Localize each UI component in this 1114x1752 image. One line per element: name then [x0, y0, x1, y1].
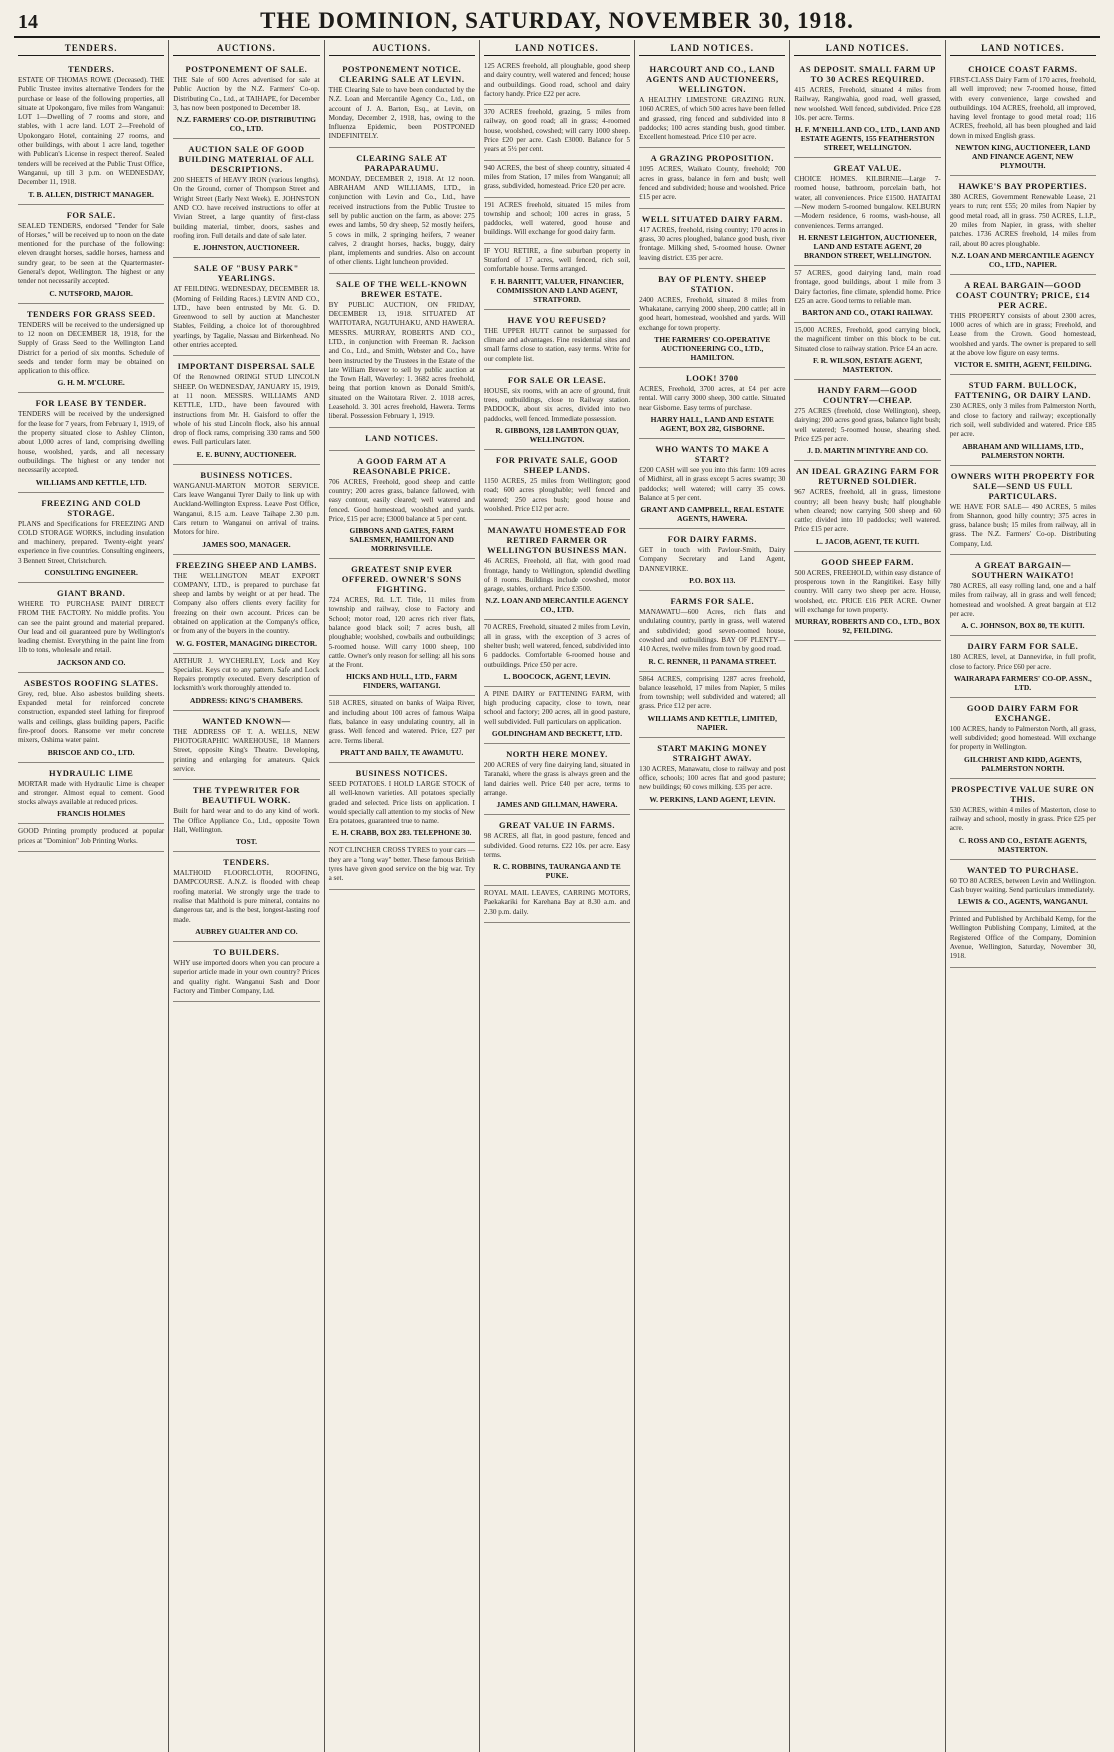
classified-ad — [329, 148, 475, 274]
ad-body: THE UPPER HUTT cannot be surpassed for climate and advantages. Fine residential sites and small farms close to station, easy terms. Write for our complete list. — [483, 326, 631, 363]
ad-body: 500 ACRES, FREEHOLD, within easy distance of prosperous town in the Rangitikei. Easy hilly country. Will carry two sheep per acre. House, woolshed, etc. PRICE £16 PER ACRE. Owner will exchange for town property. — [794, 568, 941, 614]
classified-ad — [950, 555, 1096, 636]
ad-heading: LOOK! 3700 — [686, 373, 739, 384]
classified-ad — [329, 59, 475, 148]
newspaper-column — [169, 40, 324, 1752]
ad-body: GET in touch with Pavlour-Smith, Dairy Company Secretary and Land Agent, DANNEVIRKE. — [639, 546, 786, 573]
ad-heading: WANTED KNOWN— — [202, 715, 291, 726]
classified-ad — [484, 310, 630, 370]
classified-ad — [794, 323, 940, 380]
ad-signature: P.O. BOX 113. — [689, 576, 736, 586]
classified-ad — [639, 148, 785, 208]
ad-body: TENDERS will be received by the undersigned for the lease for 7 years, from February 1, 1919, of the property situated close to Ashley Clinton, about 1,000 acres of land, comprising dwelling house, woolshed, yards, and all necessary outbuildings. The highest or any tender not necessarily accepted. — [18, 410, 165, 475]
ad-body: A PINE DAIRY or FATTENING FARM, with high producing capacity, close to town, near school and factory; 200 acres, all in good pasture, well subdivided. Full particulars on application. — [483, 689, 631, 726]
classified-ad — [484, 244, 630, 310]
classified-ad — [329, 559, 475, 696]
ad-body: 130 ACRES, Manawatu, close to railway and post office, schools; 100 acres flat and good pasture; new buildings; 60 cows milking. £35 per acre. — [639, 764, 786, 792]
ad-signature: BARTON AND CO., OTAKI RAILWAY. — [802, 308, 933, 318]
ad-body: ACRES, Freehold, 3700 acres, at £4 per acre rental. Will carry 3000 sheep, 300 cattle. Situated near Gisborne. Easy terms of purchase. — [639, 385, 786, 412]
newspaper-column — [946, 40, 1100, 1752]
ad-body: 200 SHEETS of HEAVY IRON (various lengths). On the Ground, corner of Thompson Street and Wright Street (Early Next Week). E. JOHNSTON AND CO. have received instructions to offer at Vivian Street, a large quantity of first-class building material, timber, doors, sashes and roofing iron. Full details and date of sale later. — [173, 176, 320, 240]
classified-ad — [794, 380, 940, 461]
ad-heading: POSTPONEMENT NOTICE. CLEARING SALE AT LEVIN. — [338, 64, 465, 84]
ad-heading: SALE OF THE WELL-KNOWN BREWER ESTATE. — [336, 278, 468, 299]
ad-signature: R. C. RENNER, 11 PANAMA STREET. — [648, 656, 777, 666]
ad-signature: NEWTON KING, AUCTIONEER, LAND AND FINANCE AGENT, NEW PLYMOUTH. — [955, 143, 1091, 171]
ad-heading: TENDERS. — [223, 857, 270, 868]
ad-body: 57 ACRES, good dairying land, main road frontage, good buildings, about 1 mile from 3 Dairy factories, fine climate, splendid home. Price £25 an acre. Good terms to reliable man. — [794, 268, 941, 305]
ad-body: ROYAL MAIL LEAVES, CARRING MOTORS, Paekakariki for Karehana Bay at 8.30 a.m. and 2.30 p.m. daily. — [483, 889, 631, 916]
ad-heading: PROSPECTIVE VALUE SURE ON THIS. — [951, 783, 1095, 804]
ad-body: 370 ACRES freehold, grazing, 5 miles from railway, on good road; all in grass; 4-roomed house, woolshed, cowshed; will carry 1000 sheep. Price £20 per acre. Cash £3000. Balance for 5 years at 5½ per cent. — [483, 108, 631, 154]
ad-heading: START MAKING MONEY STRAIGHT AWAY. — [657, 742, 768, 763]
ad-body: 518 ACRES, situated on banks of Waipa River, and including about 100 acres of famous Waipa flats, balance in easy undulating country, all in grass. Well fenced and watered. Price, £27 per acre. Terms liberal. — [328, 699, 475, 745]
ad-signature: C. NUTSFORD, MAJOR. — [49, 288, 133, 298]
ad-signature: GIBBONS AND GATES, FARM SALESMEN, HAMILTON AND MORRINSVILLE. — [349, 526, 454, 554]
ad-body: 417 ACRES, freehold, rising country; 170 acres in grass, 30 acres ploughed, balance good bush, river frontage. Milking shed, 5-roomed house. Owner leaving district. £35 per acre. — [639, 225, 786, 262]
ad-heading: GREATEST SNIP EVER OFFERED. OWNER'S SONS FIGHTING. — [341, 564, 462, 595]
classified-ad — [639, 439, 785, 529]
classified-ad — [484, 886, 630, 923]
ad-body: WANGANUI-MARTON MOTOR SERVICE. Cars leave Wanganui Tyrer Daily to link up with Auckland-Wellington Express. Leave Post Office, Wanganui, 8.15 a.m. Leave Taihape 2.30 p.m. Cars return to Wanganui on arrival of trains. Motors for hire. — [173, 481, 320, 537]
classified-ad — [18, 205, 164, 304]
column-heading: AUCTIONS. — [329, 42, 475, 56]
ad-body: SEALED TENDERS, endorsed "Tender for Sale of Horses," will be received up to noon on the date mentioned for the purchase of the following: eleven draught horses, saddle horses, harness and sundry gear, to be seen at the Quartermaster-General's depot, Wellington. The highest or any tender not necessarily accepted. — [18, 221, 165, 286]
classified-ad — [484, 450, 630, 520]
ad-signature: AUBREY GUALTER AND CO. — [195, 926, 298, 936]
ad-body: 706 ACRES, Freehold, good sheep and cattle country; 200 acres grass, balance fallowed, with easy contour, easily cleared; well watered and fenced. Good homestead, woolshed and yards. Price, £15 per acre; £3000 balance at 5 per cent. — [328, 477, 475, 523]
ad-signature: E. JOHNSTON, AUCTIONEER. — [193, 243, 300, 253]
ad-signature: GRANT AND CAMPBELL, REAL ESTATE AGENTS, HAWERA. — [640, 505, 785, 524]
ad-heading: HAWKE'S BAY PROPERTIES. — [958, 181, 1088, 192]
classified-ad — [18, 673, 164, 763]
ad-heading: POSTPONEMENT OF SALE. — [185, 64, 308, 74]
ad-signature: PRATT AND BAILY, TE AWAMUTU. — [340, 747, 464, 757]
ad-body: NOT CLINCHER CROSS TYRES to your cars — they are a "long way" better. These famous British tyres have given good service on the big war. Try a set. — [328, 846, 475, 883]
ad-heading: GIANT BRAND. — [57, 587, 126, 598]
ad-body: THIS PROPERTY consists of about 2300 acres, 1000 acres of which are in grass; Freehold, and Lease from the Crown. Good homestead, woolshed and yards. The owner is prepared to sell at the above low figure on easy terms. — [949, 311, 1096, 358]
ad-heading: FOR DAIRY FARMS. — [667, 534, 757, 545]
classified-ad — [329, 451, 475, 559]
ad-heading: ASBESTOS ROOFING SLATES. — [23, 677, 159, 688]
ad-heading: HARCOURT AND CO., LAND AGENTS AND AUCTIONEERS, WELLINGTON. — [645, 64, 779, 94]
classified-ad — [639, 672, 785, 738]
classified-ad — [329, 843, 475, 889]
ad-body: 1150 ACRES, 25 miles from Wellington; good road; 600 acres ploughable; well fenced and watered; 250 acres bush; good house and woolshed. Price £12 per acre. — [483, 477, 631, 513]
classified-ad — [18, 59, 164, 205]
classified-ad — [173, 59, 319, 139]
classified-ad — [329, 428, 475, 451]
ad-signature: JAMES SOO, MANAGER. — [202, 539, 291, 549]
classified-ad — [950, 912, 1096, 967]
ad-signature: F. H. BARNITT, VALUER, FINANCIER, COMMISSION AND LAND AGENT, STRATFORD. — [490, 276, 624, 304]
ad-body: THE Clearing Sale to have been conducted by the N.Z. Loan and Mercantile Agency Co., Ltd., on account of J. A. Barton, Esq., at Levin, on Monday, December 2, 1918, has, owing to the Influenza Epidemic, been POSTPONED INDEFINITELY. — [328, 86, 475, 141]
ad-body: A HEALTHY LIMESTONE GRAZING RUN. 1060 ACRES, of which 500 acres have been felled and grassed, ring fenced and subdivided into 8 paddocks; 100 acres standing bush, good timber. Excellent homestead. Price £10 per acre. — [639, 96, 786, 142]
ad-signature: W. G. FOSTER, MANAGING DIRECTOR. — [175, 638, 318, 648]
classified-ad — [18, 583, 164, 673]
newspaper-column — [790, 40, 945, 1752]
classified-ad — [639, 209, 785, 269]
ad-heading: NORTH HERE MONEY. — [506, 749, 608, 760]
ad-signature: LEWIS & CO., AGENTS, WANGANUI. — [957, 897, 1088, 907]
ad-body: TENDERS will be received to the undersigned up to 12 noon on DECEMBER 18, 1918, for the Supply of Grass Seed to the Wellington Land District for a period of six months. Schedule of seeds and tender form may be obtained on application to this office. — [18, 320, 165, 376]
ad-body: MORTAR made with Hydraulic Lime is cheaper and stronger. Almost equal to cement. Good stocks always available at reduced prices. — [18, 779, 165, 807]
ad-body: 780 ACRES, all easy rolling land, one and a half miles from railway, all in grass and well fenced; homestead and woolshed. A great bargain at £12 per acre. — [949, 582, 1096, 618]
ad-heading: WELL SITUATED DAIRY FARM. — [641, 213, 783, 224]
ad-heading: GOOD SHEEP FARM. — [821, 556, 914, 567]
ad-heading: TENDERS FOR GRASS SEED. — [26, 308, 156, 319]
ad-body: MALTHOID FLOORCLOTH, ROOFING, DAMPCOURSE. A.N.Z. is flooded with cheap roofing material. We strongly urge the trade to realise that Malthoid is pure mineral, contains no dangerous tar, and is the best, longest-lasting roof made. — [173, 869, 320, 924]
ad-heading: CHOICE COAST FARMS. — [968, 64, 1078, 74]
ad-signature: JAMES AND GILLMAN, HAWERA. — [496, 800, 618, 810]
ad-body: MONDAY, DECEMBER 2, 1918. At 12 noon. ABRAHAM AND WILLIAMS, LTD., in conjunction with Levin and Co., Ltd., have received instructions from the Public Trustee to sell by public auction on the farm, as above: 275 ewes and lambs, 50 dry sheep, 52 mostly heifers, 5 cows in milk, 2 springing heifers, 7 weaner calves, 2 draught horses, hacks, buggy, dairy plant, implements and sundries. Also on account of other clients. Light luncheon provided. — [328, 174, 475, 267]
ad-heading: SALE OF "BUSY PARK" YEARLINGS. — [194, 263, 299, 284]
classified-ad — [484, 687, 630, 744]
classified-ad — [950, 636, 1096, 698]
ad-body: ARTHUR J. WYCHERLEY, Lock and Key Specialist. Keys cut to any pattern. Safe and Lock Repairs promptly executed. Every description of locksmith's work thoroughly attended to. — [173, 656, 320, 693]
ad-signature: GILCHRIST AND KIDD, AGENTS, PALMERSTON NORTH. — [964, 754, 1082, 773]
classified-ad — [794, 158, 940, 266]
ad-signature: J. D. MARTIN M'INTYRE AND CO. — [807, 446, 928, 456]
ad-body: PLANS and Specifications for FREEZING AND COLD STORAGE WORKS, including insulation and machinery, prepared. Twenty-eight years' experience in five countries. Consulting engineers, 3 Bennett Street, Christchurch. — [18, 519, 165, 565]
ad-signature: C. ROSS AND CO., ESTATE AGENTS, MASTERTON. — [958, 835, 1087, 854]
ad-signature: N.Z. FARMERS' CO-OP. DISTRIBUTING CO., LTD. — [176, 115, 317, 134]
ad-body: THE ADDRESS OF T. A. WELLS, NEW PHOTOGRAPHIC WAREHOUSE, 18 Manners Street, opposite King's Theatre. Developing, printing and enlarging for amateurs. Quick service. — [173, 727, 320, 773]
ad-signature: TOST. — [235, 837, 258, 847]
ad-body: SEED POTATOES. I HOLD LARGE STOCK of all well-known varieties. All potatoes specially graded and selected. Price lists on application. I would specially call attention to my stocks of New Era potatoes, guaranteed true to name. — [328, 779, 475, 826]
ad-heading: BAY OF PLENTY. SHEEP STATION. — [658, 273, 767, 294]
ad-signature: H. ERNEST LEIGHTON, AUCTIONEER, LAND AND ESTATE AGENT, 20 BRANDON STREET, WELLINGTON. — [798, 232, 937, 260]
classified-ad — [950, 59, 1096, 176]
ad-body: Printed and Published by Archibald Kemp, for the Wellington Publishing Company, Limited, at the Registered Office of the Company, Dominion Avenue, Wellington, Saturday, November 30, 1918. — [949, 915, 1096, 961]
ad-body: 380 ACRES, Government Renewable Lease, 21 years to run; rent £55; 20 miles from Napier by good metal road, all in grass. 750 ACRES, L.I.P., 20 miles from Napier, in grass, with shelter patches. 1736 ACRES freehold, 14 miles from rail, about 80 acres ploughable. — [949, 193, 1096, 248]
classified-ad — [18, 763, 164, 825]
classified-ad — [18, 493, 164, 583]
masthead — [14, 8, 1100, 38]
ad-signature: VICTOR E. SMITH, AGENT, FEILDING. — [953, 360, 1092, 370]
classified-ad — [484, 198, 630, 244]
ad-body: £200 CASH will see you into this farm: 109 acres of Midhirst, all in grass except 5 acres swamp; 30 paddocks; well watered; will carry 35 cows. Balance at 5 per cent. — [639, 465, 786, 502]
ad-signature: R. C. ROBBINS, TAURANGA AND TE PUKE. — [493, 862, 621, 881]
ad-body: 125 ACRES freehold, all ploughable, good sheep and dairy country, well watered and fenced; house and outbuildings. Good road, school and dairy factory handy. Price £22 per acre. — [483, 62, 631, 98]
ad-body: 275 ACRES (freehold, close Wellington), sheep, dairying; 200 acres good grass, balance light bush; well watered; 5-roomed house, shearing shed. Price £25 per acre. — [794, 407, 941, 443]
ad-heading: A REAL BARGAIN—GOOD COAST COUNTRY; PRICE, £14 PER ACRE. — [955, 279, 1090, 310]
ad-signature: N.Z. LOAN AND MERCANTILE AGENCY CO., LTD. — [485, 596, 629, 615]
newspaper-column — [325, 40, 480, 1752]
ad-signature: BRISCOE AND CO., LTD. — [47, 747, 135, 757]
ad-signature: A. C. JOHNSON, BOX 80, TE KUITI. — [961, 621, 1085, 631]
ad-heading: LAND NOTICES. — [365, 432, 439, 443]
ad-body: 2400 ACRES, Freehold, situated 8 miles from Whakatane, carrying 2000 sheep, 200 cattle; all in good heart, homestead, woolshed and yards. Will exchange for town property. — [639, 295, 786, 332]
column-heading: LAND NOTICES. — [794, 42, 940, 56]
ad-signature: T. B. ALLEN, DISTRICT MANAGER. — [28, 189, 154, 199]
ad-signature: GOLDINGHAM AND BECKETT, LTD. — [491, 729, 623, 739]
newspaper-title: THE DOMINION, SATURDAY, NOVEMBER 30, 1918. — [260, 8, 854, 33]
ad-body: 70 ACRES, Freehold, situated 2 miles from Levin, all in grass, with the exception of 3 acres of shelter bush; well watered, fenced, subdivided into 6 paddocks. Comfortable 6-roomed house and outbuildings. Price £50 per acre. — [483, 623, 631, 669]
ad-signature: WILLIAMS AND KETTLE, LIMITED, NAPIER. — [647, 713, 777, 732]
classified-ad — [484, 370, 630, 450]
ad-body: THE WELLINGTON MEAT EXPORT COMPANY, LTD., is prepared to purchase fat sheep and lambs by weight or at per head. The Company also offers clients every facility for freezing on their own account. Prices can be obtained on application at the Company's office, or from any of the buyers in the country. — [173, 571, 320, 636]
ad-signature: JACKSON AND CO. — [56, 657, 126, 667]
ad-body: 724 ACRES, Rd. L.T. Title, 11 miles from township and railway, close to Factory and School; motor road, 120 acres rich river flats, balance good black soil; 7 acres bush, all ploughable; woolshed, cowbails and outbuildings; 5-roomed house. Will carry 1000 sheep, 100 cattle. Owner's only reason for selling: all his sons at the Front. — [328, 596, 475, 670]
ad-body: IF YOU RETIRE, a fine suburban property in Stratford of 17 acres, well fenced, rich soil, comfortable house. Terms arranged. — [483, 246, 631, 274]
ad-body: 940 ACRES, the best of sheep country, situated 4 miles from Station, 17 miles from Wanganui; all grass, subdivided, homestead. Price £20 per acre. — [483, 163, 631, 191]
ad-heading: A GOOD FARM AT A REASONABLE PRICE. — [352, 455, 451, 476]
classified-ad — [950, 860, 1096, 913]
ad-body: 46 ACRES, Freehold, all flat, with good road frontage, handy to Wellington, splendid dwelling of 8 rooms. Buildings include cowshed, motor garage, stables, orchard. Price £3500. — [483, 557, 631, 594]
ad-body: HOUSE, six rooms, with an acre of ground, fruit trees, outbuildings, close to Railway station. PADDOCK, about six acres, divided into two paddocks, well fenced. Immediate possession. — [483, 386, 631, 423]
classified-ad — [329, 274, 475, 428]
classified-ad — [950, 779, 1096, 860]
ad-heading: FREEZING AND COLD STORAGE. — [41, 497, 141, 518]
ad-body: 100 ACRES, handy to Palmerston North, all grass, well subdivided; good homestead. Will exchange for property in Wellington. — [949, 724, 1096, 752]
classified-ad — [173, 465, 319, 555]
classified-ad — [173, 942, 319, 1002]
classified-ad — [639, 59, 785, 148]
ad-heading: OWNERS WITH PROPERTY FOR SALE—SEND US FULL PARTICULARS. — [950, 470, 1095, 501]
ad-signature: THE FARMERS' CO-OPERATIVE AUCTIONEERING CO., LTD., HAMILTON. — [654, 335, 771, 363]
ad-signature: L. JACOB, AGENT, TE KUITI. — [816, 536, 920, 546]
ad-signature: MURRAY, ROBERTS AND CO., LTD., BOX 92, FEILDING. — [794, 617, 941, 636]
ad-signature: E. E. BUNNY, AUCTIONEER. — [196, 449, 297, 459]
ad-heading: BUSINESS NOTICES. — [355, 767, 448, 778]
classified-ad — [794, 266, 940, 323]
ad-heading: FOR PRIVATE SALE, GOOD SHEEP LANDS. — [495, 455, 619, 476]
ad-heading: CLEARING SALE AT PARAPARAUMU. — [356, 152, 448, 173]
classified-ad — [484, 620, 630, 686]
ad-body: BY PUBLIC AUCTION, ON FRIDAY, DECEMBER 13, 1918. SITUATED AT WAITOTARA, NGUTUHAKU, AND HAWERA. MESSRS. MURRAY, ROBERTS AND CO., LTD., in conjunction with Freeman R. Jackson and Co., Ltd., and Smith, Webster and Co., have been instructed by the Trustees in the Estate of the late William Brewer to sell by public auction at the Town Hall, Waverley: 1. 3682 acres freehold, being that portion known as Donald Smith's, situated on the Waitotara River. 2. 1018 acres, Leasehold. 3. 301 acres freehold, Hawera. Terms liberal. Possession February 1, 1919. — [328, 300, 475, 421]
ad-heading: A GREAT BARGAIN—SOUTHERN WAIKATO! — [971, 560, 1074, 581]
ad-signature: N.Z. LOAN AND MERCANTILE AGENCY CO., LTD., NAPIER. — [951, 250, 1095, 269]
ad-heading: DAIRY FARM FOR SALE. — [967, 641, 1079, 652]
ad-signature: WAIRARAPA FARMERS' CO-OP. ASSN., LTD. — [953, 673, 1092, 692]
classified-ad — [484, 520, 630, 620]
ad-body: 60 TO 80 ACRES, between Levin and Wellington. Cash buyer waiting. Send particulars immediately. — [949, 876, 1096, 894]
ad-heading: WHO WANTS TO MAKE A START? — [655, 443, 770, 464]
ad-body: WE HAVE FOR SALE— 490 ACRES, 5 miles from Shannon, good hilly country; 375 acres in grass, balance bush; 15 miles from railway, all in grass. The N.Z. Farmers' Co-op. Distributing Company, Ltd. — [949, 502, 1096, 548]
ad-heading: HANDY FARM—GOOD COUNTRY—CHEAP. — [817, 385, 918, 406]
ad-body: Of the Renowned ORINGI STUD LINCOLN SHEEP. On WEDNESDAY, JANUARY 15, 1919, at 11 noon. MESSRS. WILLIAMS AND KETTLE, LTD., have been favoured with instructions from Mr. H. Gaisford to offer the whole of his stud Lincoln flock, also his annual drop of flock rams, comprising 330 rams and 500 ewes. Full particulars later. — [173, 373, 320, 447]
columns-container — [14, 40, 1100, 1752]
ad-signature: HICKS AND HULL, LTD., FARM FINDERS, WAITANGI. — [346, 672, 458, 691]
ad-body: ESTATE OF THOMAS ROWE (Deceased). THE Public Trustee invites alternative Tenders for the purchase or lease of the following properties, all situate at Upokongaro, five miles from Wanganui: LOT 1—Dwelling of 7 rooms and store, and stables, with 1 acre land. LOT 2—Freehold of Upokongaro Hotel, containing 27 rooms, and other buildings, with about 1 acre land, together with Publican's License in respect thereof. Sealed tenders will be received at the Public Trust Office, Wanganui, up till 3 p.m. on WEDNESDAY, December 11, 1918. — [18, 76, 165, 187]
classified-ad — [18, 393, 164, 492]
classified-ad — [794, 59, 940, 158]
ad-heading: GOOD DAIRY FARM FOR EXCHANGE. — [966, 702, 1079, 723]
classified-ad — [950, 176, 1096, 275]
ad-heading: TENDERS. — [68, 64, 115, 74]
classified-ad — [950, 375, 1096, 465]
ad-heading: IMPORTANT DISPERSAL SALE — [177, 361, 316, 372]
ad-heading: AS DEPOSIT. SMALL FARM UP TO 30 ACRES REQUIRED. — [799, 64, 936, 84]
ad-body: 530 ACRES, within 4 miles of Masterton, close to railway and school, mostly in grass. Price £25 per acre. — [949, 805, 1096, 833]
ad-body: 200 ACRES of very fine dairying land, situated in Taranaki, where the grass is always green and the land dairies well. Price £40 per acre, terms to arrange. — [483, 761, 631, 797]
ad-signature: R. GIBBONS, 128 LAMBTON QUAY, WELLINGTON. — [495, 426, 619, 445]
ad-heading: WANTED TO PURCHASE. — [966, 864, 1079, 875]
newspaper-column — [14, 40, 169, 1752]
ad-signature: FRANCIS HOLMES — [57, 809, 126, 819]
ad-body: Grey, red, blue. Also asbestos building sheets. Expanded metal for reinforced concrete construction, expanded steel lathing for fireproof walls and ceilings, glass building papers, Pacific fire-proof doors. Ransome ver mehr concrete mixers, Oshima water paint. — [18, 689, 165, 745]
classified-ad — [950, 466, 1096, 555]
ad-heading: AN IDEAL GRAZING FARM FOR RETURNED SOLDIER. — [795, 466, 940, 487]
ad-body: AT FEILDING. WEDNESDAY, DECEMBER 18. (Morning of Feilding Races.) LEVIN AND CO., LTD., have been entrusted by Mr. G. D. Greenwood to sell by auction at Manchester Stables, Feilding, a choice lot of thoroughbred yearlings, by Tagalie, Nassau and Birkenhead. No other entries accepted. — [173, 285, 320, 350]
classified-ad — [173, 780, 319, 852]
classified-ad — [18, 824, 164, 852]
ad-signature: CONSULTING ENGINEER. — [44, 567, 138, 577]
ad-signature: H. F. M'NEILL AND CO., LTD., LAND AND ESTATE AGENTS, 155 FEATHERSTON STREET, WELLINGTON. — [794, 125, 941, 153]
column-heading: LAND NOTICES. — [639, 42, 785, 56]
ad-heading: A GRAZING PROPOSITION. — [650, 153, 774, 164]
column-heading: AUCTIONS. — [173, 42, 319, 56]
ad-heading: FOR SALE OR LEASE. — [507, 374, 607, 385]
classified-ad — [639, 529, 785, 591]
classified-ad — [639, 269, 785, 368]
ad-heading: MANAWATU HOMESTEAD FOR RETIRED FARMER OR WELLINGTON BUSINESS MAN. — [487, 525, 627, 556]
ad-body: WHERE TO PURCHASE PAINT DIRECT FROM THE FACTORY. No middle profits. You can see the paint ground and material prepared. Our lead and oil guaranteed pure by Wellington's leading chemist. Everything in the paint line from 1lb to tons, wholesale and retail. — [18, 599, 165, 655]
classified-ad — [173, 258, 319, 356]
ad-heading: FOR LEASE BY TENDER. — [35, 398, 147, 409]
ad-heading: AUCTION SALE OF GOOD BUILDING MATERIAL OF ALL DESCRIPTIONS. — [178, 144, 315, 175]
ad-signature: E. H. CRABB, BOX 283. TELEPHONE 30. — [332, 828, 472, 838]
column-heading: LAND NOTICES. — [950, 42, 1096, 56]
ad-body: Built for hard wear and to do any kind of work. The Office Appliance Co., Ltd., opposite Town Hall, Wellington. — [173, 807, 320, 834]
newspaper-column — [480, 40, 635, 1752]
ad-heading: GREAT VALUE IN FARMS. — [498, 820, 615, 831]
classified-ad — [950, 275, 1096, 375]
ad-body: WHY use imported doors when you can procure a superior article made in your own country? Prices and quality right. Wanganui Sash and Door Factory and Timber Company, Ltd. — [173, 958, 320, 995]
ad-signature: ADDRESS: KING'S CHAMBERS. — [190, 695, 303, 705]
ad-body: GOOD Printing promptly produced at popular prices at "Dominion" Job Printing Works. — [18, 827, 165, 845]
classified-ad — [173, 711, 319, 780]
ad-heading: TO BUILDERS. — [213, 946, 280, 957]
classified-ad — [794, 552, 940, 641]
ad-heading: HAVE YOU REFUSED? — [507, 314, 607, 325]
classified-ad — [173, 356, 319, 464]
ad-signature: ABRAHAM AND WILLIAMS, LTD., PALMERSTON NORTH. — [962, 441, 1084, 460]
column-heading: LAND NOTICES. — [484, 42, 630, 56]
classified-ad — [329, 763, 475, 843]
ad-body: 15,000 ACRES, Freehold, good carrying block, the magnificent timber on this block to be cut. Situated close to railway station. Price £4 an acre. — [794, 326, 941, 353]
ad-heading: THE TYPEWRITER FOR BEAUTIFUL WORK. — [192, 785, 300, 806]
classified-ad — [173, 654, 319, 711]
ad-heading: STUD FARM. BULLOCK, FATTENING, OR DAIRY LAND. — [954, 380, 1092, 401]
ad-heading: GREAT VALUE. — [833, 163, 902, 174]
classified-ad — [484, 59, 630, 105]
classified-ad — [329, 696, 475, 762]
classified-ad — [950, 698, 1096, 779]
ad-heading: BUSINESS NOTICES. — [200, 469, 293, 480]
ad-signature: G. H. M. M'CLURE. — [57, 378, 125, 388]
ad-body: THE Sale of 600 Acres advertised for sale at Public Auction by the N.Z. Farmers' Co-op. Distributing Co., Ltd., at TAIHAPE, for December 3, has now been postponed to December 18. — [173, 76, 320, 112]
ad-signature: W. PERKINS, LAND AGENT, LEVIN. — [649, 794, 776, 804]
page-number: 14 — [18, 11, 38, 33]
ad-signature: WILLIAMS AND KETTLE, LTD. — [35, 477, 147, 487]
ad-body: MANAWATU—600 Acres, rich flats and undulating country, partly in grass, well watered and subdivided; good seven-roomed house, cowshed and outbuildings. BAY OF PLENTY—410 Acres, twelve miles from town by good road. — [639, 608, 786, 654]
classified-ad — [639, 738, 785, 810]
ad-heading: FARMS FOR SALE. — [670, 596, 755, 607]
ad-body: 967 ACRES, freehold, all in grass, limestone country; all been heavy bush; half ploughable when cleared; now carrying 500 sheep and 60 cattle; divided into 10 paddocks; well watered. Price £15 per acre. — [794, 488, 941, 534]
classified-ad — [18, 304, 164, 394]
classified-ad — [484, 161, 630, 198]
newspaper-column — [635, 40, 790, 1752]
classified-ad — [639, 368, 785, 439]
classified-ad — [173, 555, 319, 654]
ad-body: 191 ACRES freehold, situated 15 miles from township and school; 100 acres in grass, 5 paddocks, well watered, good house and buildings. Will exchange for good dairy farm. — [483, 200, 631, 237]
ad-heading: FREEZING SHEEP AND LAMBS. — [175, 559, 317, 570]
classified-ad — [794, 461, 940, 551]
ad-body: CHOICE HOMES. KILBIRNIE—Large 7-roomed house, bathroom, porcelain bath, hot water, all conveniences. Price £1500. HATAITAI—New modern 5-roomed bungalow. KELBURN—Modern residence, 6 rooms, wash-house, all conveniences. Terms arranged. — [794, 175, 941, 230]
ad-body: 98 ACRES, all flat, in good pasture, fenced and subdivided. Good returns. £22 10s. per acre. Easy terms. — [483, 832, 631, 859]
classified-ad — [639, 591, 785, 671]
ad-signature: HARRY HALL, LAND AND ESTATE AGENT, BOX 282, GISBORNE. — [650, 414, 774, 433]
ad-signature: F. R. WILSON, ESTATE AGENT, MASTERTON. — [812, 356, 923, 375]
classified-ad — [173, 852, 319, 942]
ad-body: 1095 ACRES, Waikato County, freehold; 700 acres in grass, balance in fern and bush; well fenced and subdivided; house and woolshed. Price £15 per acre. — [639, 165, 786, 202]
ad-body: FIRST-CLASS Dairy Farm of 170 acres, freehold, all well improved; new 7-roomed house, fitted with every convenience, large cowshed and outbuildings. 104 ACRES, freehold, all improved, having level frontage to good metal road; 116 ACRES, freehold, all has been ploughed and laid down in mixed English grass. — [949, 76, 1096, 140]
ad-heading: HYDRAULIC LIME — [49, 767, 134, 778]
classified-ad — [173, 139, 319, 258]
ad-body: 180 ACRES, level, at Dannevirke, in full profit, close to factory. Price £60 per acre. — [949, 653, 1096, 671]
ad-body: 415 ACRES, Freehold, situated 4 miles from Railway, Rangiwahia, good road, well grassed, new woolshed. Well fenced, subdivided. Price £28 10s. per acre. Terms. — [794, 86, 941, 122]
ad-heading: FOR SALE. — [66, 209, 116, 220]
ad-body: 230 ACRES, only 3 miles from Palmerston North, and close to factory and railway; exceptionally rich soil, well subdivided and watered. Price £85 per acre. — [949, 402, 1096, 439]
column-heading: TENDERS. — [18, 42, 164, 56]
ad-body: 5864 ACRES, comprising 1287 acres freehold, balance leasehold, 17 miles from Napier, 5 miles from township; well subdivided and watered; all grass. Price £12 per acre. — [639, 674, 786, 711]
classified-ad — [484, 105, 630, 160]
classified-ad — [484, 815, 630, 886]
classified-ad — [484, 744, 630, 815]
ad-signature: L. BOOCOCK, AGENT, LEVIN. — [503, 671, 611, 681]
